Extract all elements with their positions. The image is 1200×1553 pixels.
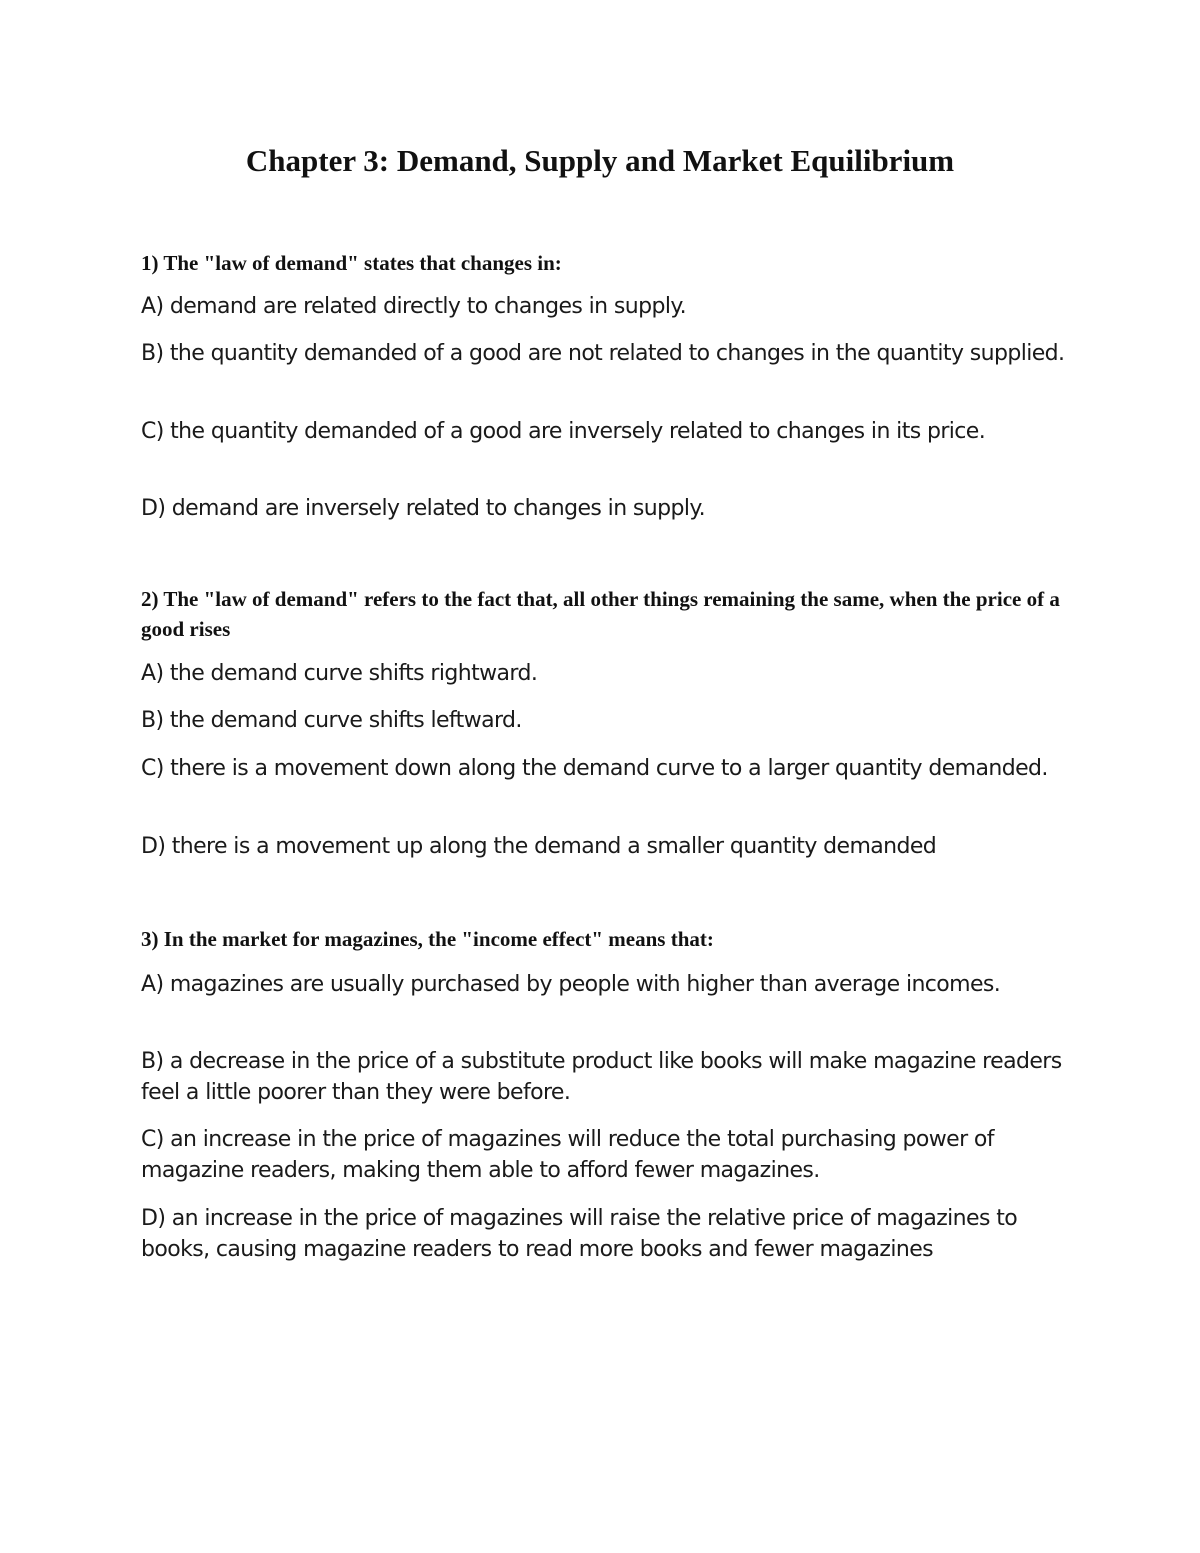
question-3-option-c: C) an increase in the price of magazines will reduce the total purchasing power of magazine readers, making them able to afford fewer magazines. (141, 1127, 994, 1183)
question-3-prompt: 3) In the market for magazines, the "income effect" means that: (141, 927, 714, 951)
question-2-option-a: A) the demand curve shifts rightward. (141, 661, 538, 686)
question-1-option-c: C) the quantity demanded of a good are inversely related to changes in its price. (141, 419, 986, 444)
page-title: Chapter 3: Demand, Supply and Market Equilibrium (245, 143, 955, 178)
question-1-option-d: D) demand are inversely related to changes in supply. (141, 496, 706, 521)
question-2-option-d: D) there is a movement up along the demand a smaller quantity demanded (141, 834, 937, 859)
question-3-option-d: D) an increase in the price of magazines will raise the relative price of magazines to books, causing magazine readers to read more books and fewer magazines (141, 1206, 1018, 1262)
question-1-option-b: B) the quantity demanded of a good are not related to changes in the quantity supplied. (141, 341, 1065, 366)
question-2-prompt: 2) The "law of demand" refers to the fact that, all other things remaining the same, when the price of a good rises (141, 587, 1060, 641)
question-1-option-a: A) demand are related directly to changes in supply. (141, 294, 687, 319)
question-3-option-a: A) magazines are usually purchased by people with higher than average incomes. (141, 972, 1001, 997)
question-3-option-b: B) a decrease in the price of a substitute product like books will make magazine readers feel a little poorer than they were before. (141, 1049, 1062, 1105)
question-2-option-b: B) the demand curve shifts leftward. (141, 708, 522, 733)
question-1-prompt: 1) The "law of demand" states that changes in: (141, 251, 562, 275)
question-2-option-c: C) there is a movement down along the demand curve to a larger quantity demanded. (141, 756, 1048, 781)
